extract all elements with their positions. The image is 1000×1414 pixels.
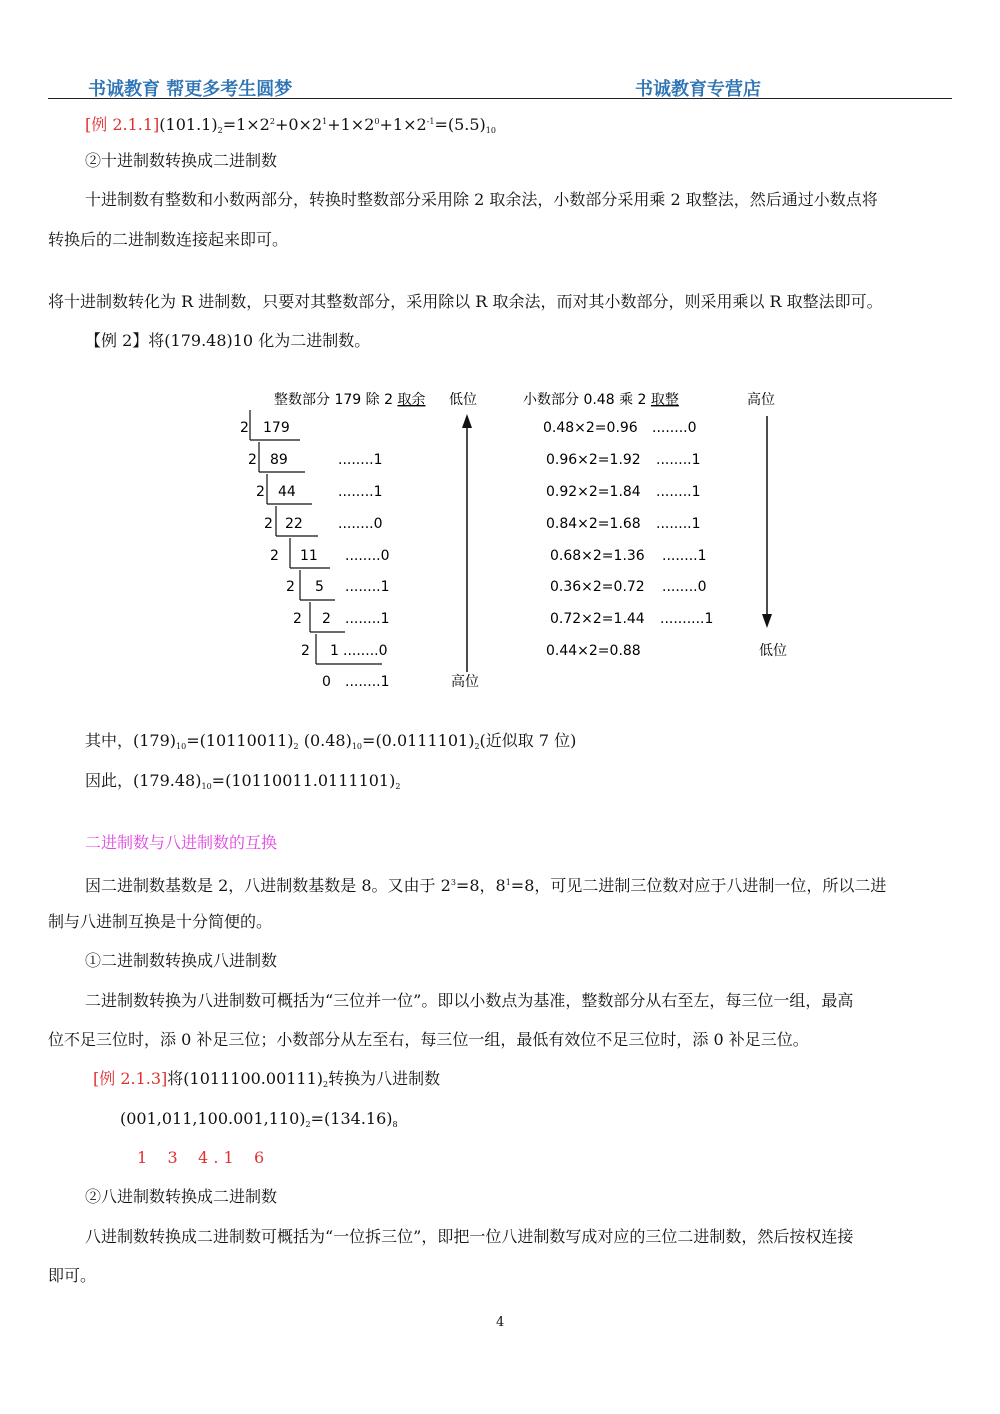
high-label-left: 高位 — [451, 674, 479, 690]
quotient: 1 — [330, 643, 339, 659]
section-title-bin-oct: 二进制数与八进制数的互换 — [85, 833, 278, 852]
paragraph-line: 制与八进制互换是十分简便的。 — [48, 912, 273, 931]
example-2-1-1 — [85, 112, 496, 141]
remainder: ........1 — [345, 674, 390, 690]
expr-part: 因此，(179.48) — [85, 771, 202, 790]
result-line-2 — [85, 771, 400, 797]
paragraph-line: 十进制数有整数和小数两部分，转换时整数部分采用除 2 取余法，小数部分采用乘 2 取整法，然后通过小数点将 — [85, 190, 878, 209]
text-part: =8，可见二进制三位数对应于八进制一位，所以二进 — [510, 876, 887, 895]
low-label: 低位 — [449, 392, 477, 408]
expr-part: =(134.16) — [310, 1109, 393, 1128]
frac-expr: 0.68×2=1.36 — [550, 548, 645, 564]
expr-part: +1×2 — [379, 115, 427, 134]
quotient: 89 — [270, 452, 288, 468]
paragraph-line: 即可。 — [48, 1266, 97, 1285]
example-text: 将(179.48)10 化为二进制数。 — [148, 331, 371, 350]
frac-expr: 0.92×2=1.84 — [546, 484, 641, 500]
remainder: ........0 — [338, 516, 383, 532]
superscript: 2 — [269, 117, 275, 126]
frac-expr: 0.48×2=0.96 — [543, 420, 638, 436]
quotient: 44 — [278, 484, 296, 500]
subscript: 10 — [485, 126, 496, 135]
divisor: 2 — [270, 548, 279, 564]
octal-digits: 1 3 4 . 1 6 — [137, 1148, 265, 1167]
remainder: ........0 — [345, 548, 390, 564]
superscript: 0 — [374, 117, 380, 126]
int-header: 整数部分 179 除 2 取余 — [274, 392, 426, 408]
subscript: 2 — [305, 1120, 311, 1129]
paragraph-line: 转换后的二进制数连接起来即可。 — [48, 230, 289, 249]
quotient: 2 — [322, 611, 331, 627]
subscript: 10 — [201, 782, 212, 791]
example-label: [例 2.1.3] — [93, 1069, 168, 1088]
subscript: 2 — [323, 1080, 329, 1089]
frac-expr: 0.84×2=1.68 — [546, 516, 641, 532]
remainder: ........0 — [343, 643, 388, 659]
remainder: ........1 — [345, 611, 390, 627]
quotient: 22 — [285, 516, 303, 532]
example-2-1-3 — [93, 1069, 440, 1095]
subscript: 2 — [293, 742, 299, 751]
remainder: ........1 — [338, 484, 383, 500]
frac-bit: ..........1 — [660, 611, 714, 627]
subscript: 8 — [392, 1120, 398, 1129]
section-heading-dec2bin: ②十进制数转换成二进制数 — [85, 151, 278, 170]
expr-part: (101.1) — [159, 115, 218, 134]
frac-header: 小数部分 0.48 乘 2 取整 — [523, 392, 679, 408]
example-2-1-3-calc — [120, 1109, 398, 1135]
result-line-1 — [85, 731, 576, 757]
conversion-diagram — [0, 380, 1000, 700]
down-arrow-head — [762, 614, 772, 628]
example-text: 转换为八进制数 — [328, 1069, 441, 1088]
quotient: 0 — [322, 674, 331, 690]
remainder: ........1 — [345, 579, 390, 595]
subscript: 2 — [217, 126, 223, 135]
section-heading-bin2oct: ①二进制数转换成八进制数 — [85, 951, 278, 970]
subscript: 10 — [351, 742, 363, 751]
frac-expr: 0.96×2=1.92 — [546, 452, 641, 468]
divisor: 2 — [286, 579, 295, 595]
text-part: 因二进制数基数是 2，八进制数基数是 8。又由于 2 — [85, 876, 451, 895]
frac-bit: ........0 — [662, 579, 707, 595]
divisor: 2 — [240, 420, 249, 436]
frac-bit: ........1 — [656, 452, 701, 468]
subscript: 2 — [395, 782, 401, 791]
header-right: 书诚教育专营店 — [635, 79, 761, 100]
frac-bit: ........1 — [656, 484, 701, 500]
expr-part: +1×2 — [327, 115, 375, 134]
text-part: =8，8 — [455, 876, 506, 895]
low-label-right: 低位 — [759, 643, 787, 659]
expr-part: (001,011,100.001,110) — [120, 1109, 306, 1128]
superscript: 1 — [505, 878, 511, 887]
frac-expr: 0.44×2=0.88 — [546, 643, 641, 659]
paragraph-line: 二进制数转换为八进制数可概括为“三位并一位”。即以小数点为基准，整数部分从右至左，每三位一组，最高 — [85, 991, 854, 1010]
subscript: 2 — [474, 742, 480, 751]
page-number: 4 — [496, 1315, 505, 1330]
up-arrow-head — [462, 414, 472, 428]
example-label: 【例 2】 — [85, 331, 149, 350]
example-label: [例 2.1.1] — [85, 115, 160, 134]
subscript: 10 — [176, 742, 187, 751]
frac-expr: 0.72×2=1.44 — [550, 611, 645, 627]
header-rule — [48, 98, 952, 99]
example-2 — [85, 331, 370, 351]
paragraph-line: 将十进制数转化为 R 进制数，只要对其整数部分，采用除以 R 取余法，而对其小数部分，则采用乘以 R 取整法即可。 — [48, 292, 883, 311]
superscript: 1 — [322, 117, 328, 126]
quotient: 5 — [315, 579, 324, 595]
divisor: 2 — [293, 611, 302, 627]
section-heading-oct2bin: ②八进制数转换成二进制数 — [85, 1187, 278, 1206]
expr-part: +0×2 — [274, 115, 323, 134]
frac-expr: 0.36×2=0.72 — [550, 579, 645, 595]
expr-part: (0.48) — [298, 731, 352, 750]
quotient: 179 — [263, 420, 290, 436]
high-label-right: 高位 — [747, 392, 775, 408]
expr-part: =(10110011) — [186, 731, 294, 750]
divisor: 2 — [248, 452, 257, 468]
expr-part: =(0.0111101) — [362, 731, 475, 750]
divisor: 2 — [256, 484, 265, 500]
expr-part: =(5.5) — [434, 115, 486, 134]
divisor: 2 — [264, 516, 273, 532]
frac-bit: ........1 — [662, 548, 707, 564]
paragraph-line: 八进制数转换成二进制数可概括为“一位拆三位”，即把一位八进制数写成对应的三位二进制数，然后按权连接 — [85, 1227, 854, 1246]
example-text: 将(1011100.00111) — [167, 1069, 324, 1088]
frac-bit: ........0 — [652, 420, 697, 436]
expr-part: =(10110011.0111101) — [211, 771, 396, 790]
expr-part: =1×2 — [222, 115, 270, 134]
paragraph-line: 位不足三位时，添 0 补足三位；小数部分从左至右，每三位一组，最低有效位不足三位时，添 0 补足三位。 — [48, 1030, 809, 1049]
frac-bit: ........1 — [656, 516, 701, 532]
expr-part: 其中，(179) — [85, 731, 177, 750]
header-left: 书诚教育 帮更多考生圆梦 — [88, 79, 293, 100]
divisor: 2 — [301, 643, 310, 659]
remainder: ........1 — [338, 452, 383, 468]
superscript: 3 — [450, 878, 456, 887]
expr-part: (近似取 7 位) — [479, 731, 577, 750]
quotient: 11 — [300, 548, 318, 564]
superscript: -1 — [426, 117, 435, 126]
paragraph-line — [85, 873, 886, 896]
